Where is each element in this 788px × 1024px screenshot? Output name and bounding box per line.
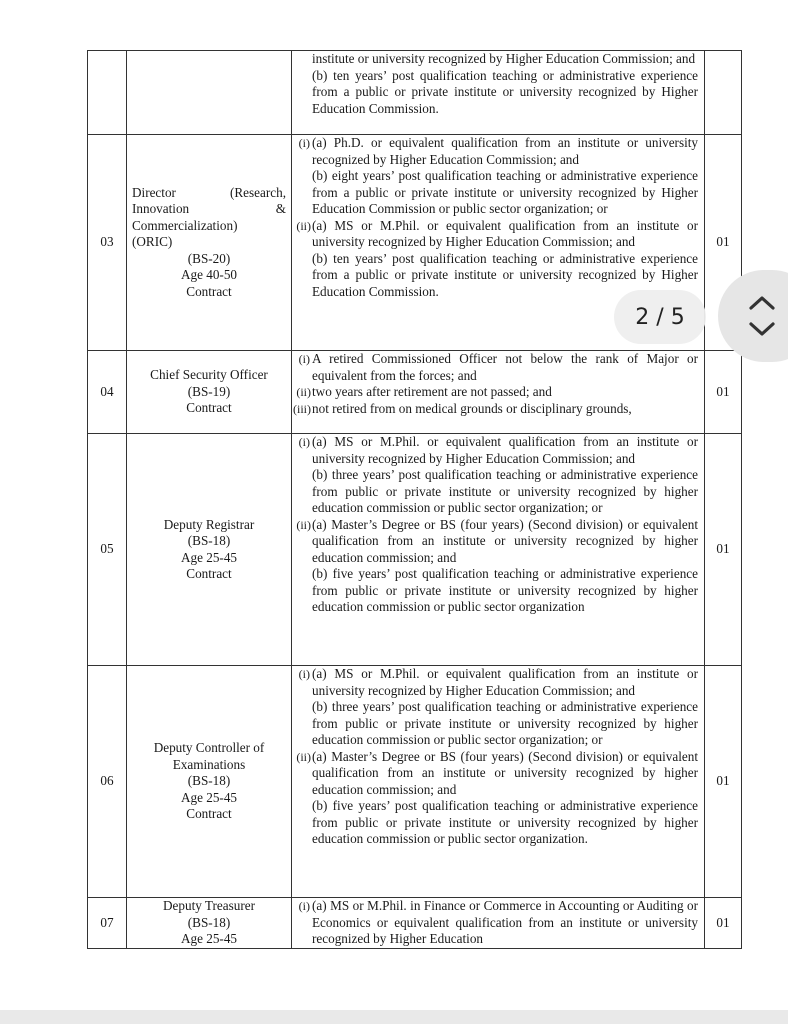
qualification-text: (a) MS or M.Phil. or equivalent qualification from an institute or university recognized by Higher Education Commission; and — [312, 434, 698, 466]
chevron-up-icon[interactable] — [751, 298, 773, 308]
table-row — [88, 666, 742, 898]
qualification-text: (a) Master’s Degree or BS (four years) (Second division) or equivalent qualification from an institute or university recognized by higher education commission; and — [312, 516, 698, 565]
table-row — [88, 434, 742, 666]
item-marker: (i) — [298, 899, 310, 913]
post-line: Innovation & — [132, 201, 286, 217]
serial-number-cell — [88, 51, 127, 135]
serial-number-cell: 07 — [88, 898, 127, 949]
qualification-cell — [292, 898, 705, 949]
viewer-bottom-bar — [0, 1010, 788, 1024]
post-line: Deputy Registrar — [163, 516, 255, 532]
qualification-text: (a) Master’s Degree or BS (four years) (Second division) or equivalent qualification from an institute or university recognized by higher education commission; and — [312, 748, 698, 797]
serial-number-cell: 06 — [88, 666, 127, 898]
post-line: Chief Security Officer — [150, 367, 268, 383]
item-marker: (ii) — [296, 218, 311, 233]
qualification-text: two years after retirement are not passed; and — [312, 384, 552, 399]
qualification-text: (b) three years’ post qualification teaching or administrative experience from public or private institute or university recognized by higher education commission or public sector organization; or — [312, 467, 698, 515]
positions-count-cell: 01 — [705, 351, 742, 434]
qualification-cell — [292, 434, 705, 666]
qualification-item — [293, 400, 698, 418]
positions-count-cell — [705, 51, 742, 135]
qualification-cell — [292, 51, 705, 135]
post-line: Contract — [186, 400, 232, 416]
qualification-text: (b) eight years’ post qualification teaching or administrative experience from a public or private institute or university recognized by Higher Education Commission or public sector organization; or — [312, 168, 698, 216]
qualification-cell — [292, 666, 705, 898]
qualification-text: institute or university recognized by Higher Education Commission; and — [312, 51, 696, 66]
qualification-item — [298, 898, 698, 948]
qualification-item — [296, 217, 698, 301]
table-row — [88, 898, 742, 949]
post-cell — [127, 898, 292, 949]
post-line: Examinations — [172, 756, 246, 772]
qualification-text: (a) MS or M.Phil. or equivalent qualification from an institute or university recognized by Higher Education Commission; and — [312, 217, 698, 249]
qualification-text: (a) Ph.D. or equivalent qualification from an institute or university recognized by Higher Education Commission; and — [312, 135, 698, 167]
post-line: (BS-18) — [187, 533, 231, 548]
item-marker: (i) — [298, 667, 310, 681]
table-row — [88, 51, 742, 135]
post-line: Director (Research, — [132, 184, 286, 200]
post-line: Commercialization) — [132, 217, 238, 233]
item-marker: (ii) — [296, 517, 311, 532]
positions-count-cell: 01 — [705, 135, 742, 351]
post-cell — [127, 51, 292, 135]
post-line: (BS-18) — [187, 773, 231, 789]
qualification-item — [296, 748, 698, 848]
qualification-cell — [292, 351, 705, 434]
positions-count-cell: 01 — [705, 666, 742, 898]
serial-number-cell: 03 — [88, 135, 127, 351]
qualification-item — [296, 384, 698, 401]
page-nav-chevrons — [746, 294, 778, 338]
qualification-text: not retired from on medical grounds or disciplinary grounds, — [312, 400, 632, 416]
post-cell — [127, 351, 292, 434]
positions-count-cell: 01 — [705, 434, 742, 666]
qualification-text: (b) ten years’ post qualification teaching or administrative experience from a public or private institute or university recognized by Higher Education Commission. — [312, 67, 698, 116]
post-line: Contract — [186, 806, 232, 822]
post-line: Deputy Controller of — [153, 740, 265, 756]
post-cell — [127, 434, 292, 666]
qualification-text: (a) MS or M.Phil. in Finance or Commerce in Accounting or Auditing or Economics or equivalent qualification from an institute or university recognized by Higher Education — [312, 898, 698, 946]
chevron-down-icon[interactable] — [751, 324, 773, 334]
post-line: Age 25-45 — [180, 931, 238, 946]
qualification-item — [298, 666, 698, 749]
post-line: Age 40-50 — [180, 267, 238, 283]
qualification-text: (a) MS or M.Phil. or equivalent qualification from an institute or university recognized by Higher Education Commission; and — [312, 666, 698, 698]
item-marker: (i) — [298, 352, 310, 366]
qualification-text: (b) five years’ post qualification teaching or administrative experience from public or private institute or university recognized by higher education commission or public sector organization — [312, 566, 698, 614]
post-line: (BS-19) — [187, 383, 231, 399]
qualification-item — [312, 51, 698, 117]
qualification-item — [298, 351, 698, 384]
page-indicator-label: 2 / 5 — [635, 304, 685, 330]
qualification-text: (b) five years’ post qualification teaching or administrative experience from public or private institute or university recognized by higher education commission or public sector organization. — [312, 798, 698, 846]
item-marker: (iii) — [293, 401, 311, 416]
post-line: Deputy Treasurer — [163, 898, 255, 913]
post-line: Contract — [186, 283, 232, 299]
posts-table — [87, 50, 742, 949]
item-marker: (i) — [298, 136, 310, 150]
post-cell — [127, 135, 292, 351]
post-line: Age 25-45 — [180, 549, 238, 565]
item-marker: (ii) — [296, 749, 311, 764]
table-row — [88, 351, 742, 434]
post-line: (BS-20) — [187, 250, 231, 266]
post-line: (BS-18) — [187, 914, 231, 930]
post-line: Contract — [186, 566, 232, 581]
qualification-item — [296, 516, 698, 616]
qualification-item — [298, 135, 698, 218]
post-cell — [127, 666, 292, 898]
qualification-item — [298, 434, 698, 517]
qualification-text: (b) ten years’ post qualification teaching or administrative experience from a public or private institute or university recognized by Higher Education Commission. — [312, 250, 698, 299]
qualification-text: A retired Commissioned Officer not below the rank of Major or equivalent from the forces; and — [312, 351, 698, 383]
post-line: Age 25-45 — [180, 789, 238, 805]
serial-number-cell: 04 — [88, 351, 127, 434]
item-marker: (ii) — [296, 385, 311, 399]
serial-number-cell: 05 — [88, 434, 127, 666]
item-marker: (i) — [298, 435, 310, 449]
qualification-text: (b) three years’ post qualification teaching or administrative experience from public or private institute or university recognized by higher education commission or public sector organization; or — [312, 699, 698, 747]
post-line: (ORIC) — [132, 234, 173, 250]
positions-count-cell: 01 — [705, 898, 742, 949]
page-indicator — [614, 290, 706, 344]
